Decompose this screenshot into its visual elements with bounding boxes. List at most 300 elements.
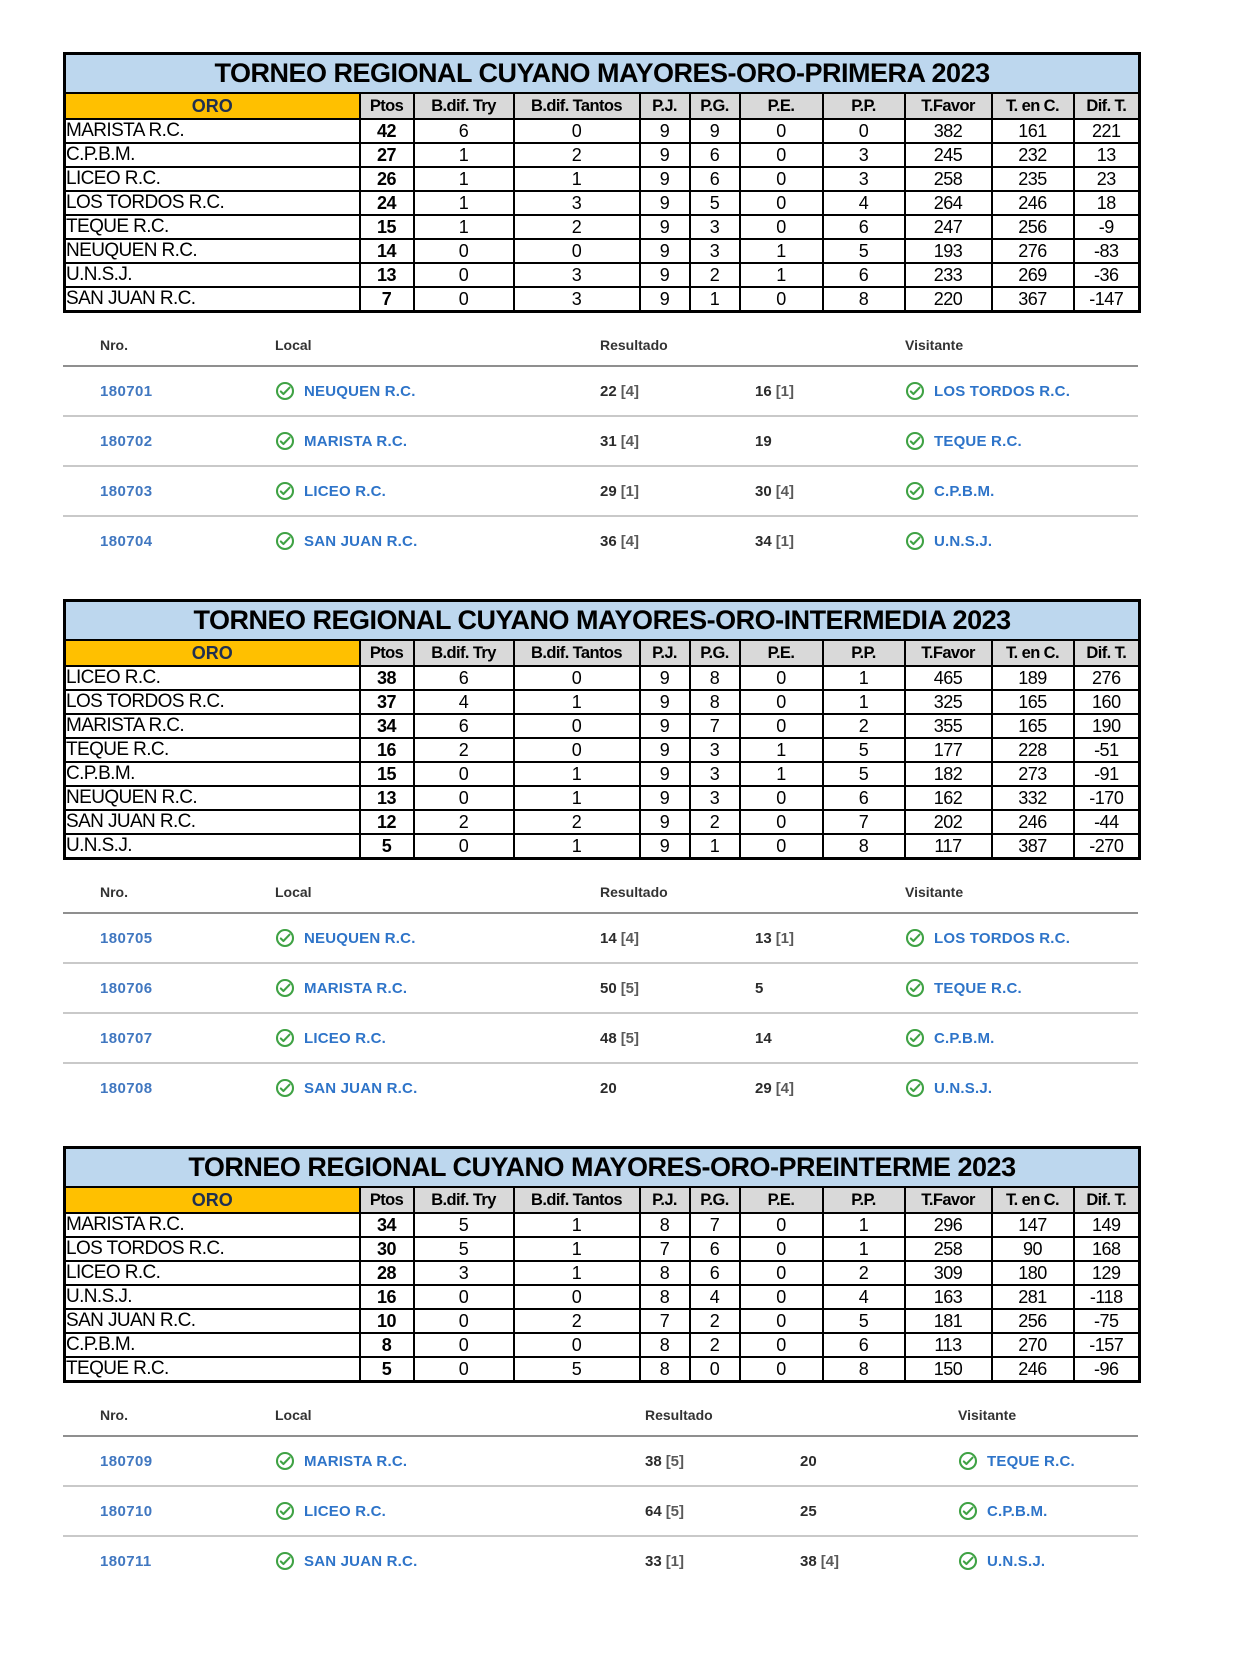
stat-cell: 0: [823, 119, 905, 143]
stat-cell: 1: [690, 834, 740, 859]
local-team-link[interactable]: SAN JUAN R.C.: [304, 1079, 418, 1097]
stat-cell: 3: [514, 191, 640, 215]
visitor-team-link[interactable]: U.N.S.J.: [934, 1079, 993, 1097]
stat-cell: 276: [1074, 666, 1140, 690]
fixtures-header-visitante: Visitante: [905, 884, 964, 900]
stat-cell: -83: [1074, 239, 1140, 263]
visitor-score-value: 14: [755, 1029, 772, 1047]
stat-cell: 1: [514, 1213, 640, 1237]
stat-cell: 7: [640, 1237, 690, 1261]
visitor-bonus-points: [1]: [775, 929, 795, 947]
stat-cell: 0: [740, 1213, 823, 1237]
column-header: B.dif. Try: [414, 640, 514, 666]
stat-cell: 1: [823, 690, 905, 714]
stat-cell: 2: [514, 215, 640, 239]
column-header: P.G.: [690, 1187, 740, 1213]
column-header: P.E.: [740, 1187, 823, 1213]
visitor-score-value: 34: [755, 532, 772, 550]
stat-cell: 2: [823, 714, 905, 738]
stat-cell: 9: [640, 119, 690, 143]
local-score-value: 38: [645, 1452, 662, 1470]
stat-cell: 246: [992, 191, 1074, 215]
local-team-link[interactable]: LICEO R.C.: [304, 482, 387, 500]
fixture-number-link[interactable]: 180707: [100, 1029, 153, 1047]
stat-cell: 0: [740, 690, 823, 714]
stat-cell: 2: [514, 1309, 640, 1333]
stat-cell: 13: [360, 786, 414, 810]
stat-cell: 15: [360, 762, 414, 786]
fixtures-list: [63, 325, 1138, 565]
column-header: P.J.: [640, 93, 690, 119]
local-bonus-points: [5]: [665, 1502, 685, 1520]
check-circle-icon: [275, 431, 295, 451]
stat-cell: 0: [514, 239, 640, 263]
visitor-score: [755, 483, 905, 500]
stat-cell: 149: [1074, 1213, 1140, 1237]
stat-cell: 9: [640, 666, 690, 690]
local-team: [275, 978, 600, 998]
stat-cell: 0: [514, 738, 640, 762]
stat-cell: 8: [690, 690, 740, 714]
team-name-cell: TEQUE R.C.: [65, 738, 360, 762]
fixture-number-link[interactable]: 180709: [100, 1452, 153, 1470]
team-name-cell: LICEO R.C.: [65, 167, 360, 191]
stat-cell: 0: [740, 666, 823, 690]
visitor-team-link[interactable]: C.P.B.M.: [934, 1029, 995, 1047]
stat-cell: 269: [992, 263, 1074, 287]
local-score-value: 14: [600, 929, 617, 947]
stat-cell: 4: [823, 1285, 905, 1309]
local-team: [275, 928, 600, 948]
stat-cell: 7: [640, 1309, 690, 1333]
title-row: [65, 54, 1140, 94]
stat-cell: 2: [514, 810, 640, 834]
column-header: P.J.: [640, 640, 690, 666]
stat-cell: 2: [414, 738, 514, 762]
check-circle-icon: [958, 1451, 978, 1471]
stat-cell: 0: [514, 714, 640, 738]
stat-cell: 7: [690, 714, 740, 738]
fixtures-header-row: [63, 325, 1138, 367]
stat-cell: 6: [414, 714, 514, 738]
stat-cell: 0: [740, 1237, 823, 1261]
team-name-cell: LOS TORDOS R.C.: [65, 191, 360, 215]
column-header: P.J.: [640, 1187, 690, 1213]
stat-cell: 1: [823, 1237, 905, 1261]
visitor-team-link[interactable]: TEQUE R.C.: [934, 432, 1022, 450]
local-team: [275, 481, 600, 501]
stat-cell: 273: [992, 762, 1074, 786]
visitor-score-value: 5: [755, 979, 764, 997]
local-team-link[interactable]: NEUQUEN R.C.: [304, 929, 416, 947]
stat-cell: 6: [690, 143, 740, 167]
stat-cell: 5: [823, 762, 905, 786]
local-team: [275, 531, 600, 551]
stat-cell: 7: [690, 1213, 740, 1237]
stat-cell: 9: [640, 762, 690, 786]
stat-cell: 117: [905, 834, 992, 859]
stat-cell: 0: [690, 1357, 740, 1382]
stat-cell: 0: [740, 191, 823, 215]
team-name-cell: U.N.S.J.: [65, 1285, 360, 1309]
stat-cell: 6: [414, 119, 514, 143]
column-header: B.dif. Tantos: [514, 1187, 640, 1213]
stat-cell: 0: [414, 287, 514, 312]
fixture-number-link[interactable]: 180704: [100, 532, 153, 550]
standings-row: [65, 1285, 1140, 1309]
stat-cell: 3: [690, 786, 740, 810]
standings-row: [65, 666, 1140, 690]
stat-cell: 165: [992, 714, 1074, 738]
stat-cell: 7: [360, 287, 414, 312]
stat-cell: 0: [414, 1357, 514, 1382]
stat-cell: 5: [690, 191, 740, 215]
stat-cell: 3: [690, 239, 740, 263]
stat-cell: 1: [514, 167, 640, 191]
check-circle-icon: [958, 1551, 978, 1571]
visitor-team: [905, 431, 1138, 451]
stat-cell: 38: [360, 666, 414, 690]
column-header: P.E.: [740, 93, 823, 119]
stat-cell: 8: [640, 1285, 690, 1309]
stat-cell: 276: [992, 239, 1074, 263]
stat-cell: 9: [640, 191, 690, 215]
fixture-number-link[interactable]: 180708: [100, 1079, 153, 1097]
stat-cell: 1: [414, 215, 514, 239]
stat-cell: 6: [690, 1261, 740, 1285]
column-header: T. en C.: [992, 93, 1074, 119]
local-score-value: 22: [600, 382, 617, 400]
stat-cell: 5: [360, 834, 414, 859]
stat-cell: 8: [640, 1213, 690, 1237]
check-circle-icon: [275, 1028, 295, 1048]
fixture-row: [63, 415, 1138, 465]
column-header: Dif. T.: [1074, 1187, 1140, 1213]
standings-row: [65, 690, 1140, 714]
fixture-row: [63, 1535, 1138, 1585]
stat-cell: -270: [1074, 834, 1140, 859]
stat-cell: 147: [992, 1213, 1074, 1237]
visitor-score: [800, 1453, 958, 1470]
local-score: [600, 1080, 755, 1097]
stat-cell: 0: [740, 167, 823, 191]
stat-cell: 2: [414, 810, 514, 834]
standings-row: [65, 191, 1140, 215]
stat-cell: 180: [992, 1261, 1074, 1285]
fixtures-header-resultado: Resultado: [645, 1407, 713, 1423]
stat-cell: 9: [640, 738, 690, 762]
stat-cell: -170: [1074, 786, 1140, 810]
visitor-team-link[interactable]: U.N.S.J.: [934, 532, 993, 550]
column-header: B.dif. Tantos: [514, 640, 640, 666]
visitor-score: [755, 533, 905, 550]
fixtures-header-nro: Nro.: [100, 1407, 128, 1423]
stat-cell: 202: [905, 810, 992, 834]
local-score: [645, 1453, 800, 1470]
stat-cell: 23: [1074, 167, 1140, 191]
stat-cell: 0: [740, 714, 823, 738]
column-header: T.Favor: [905, 640, 992, 666]
stat-cell: -157: [1074, 1333, 1140, 1357]
stat-cell: 0: [740, 1333, 823, 1357]
stat-cell: 220: [905, 287, 992, 312]
stat-cell: 2: [690, 263, 740, 287]
fixture-number-link[interactable]: 180702: [100, 432, 153, 450]
local-score-value: 48: [600, 1029, 617, 1047]
fixtures-header-resultado: Resultado: [600, 337, 668, 353]
stat-cell: 0: [740, 1285, 823, 1309]
stat-cell: 9: [640, 786, 690, 810]
visitor-team-link[interactable]: C.P.B.M.: [987, 1502, 1048, 1520]
local-bonus-points: [1]: [665, 1552, 685, 1570]
visitor-team: [958, 1551, 1138, 1571]
local-score-value: 64: [645, 1502, 662, 1520]
stat-cell: 281: [992, 1285, 1074, 1309]
stat-cell: 12: [360, 810, 414, 834]
stat-cell: 1: [514, 762, 640, 786]
check-circle-icon: [958, 1501, 978, 1521]
stat-cell: 264: [905, 191, 992, 215]
standings-row: [65, 119, 1140, 143]
stat-cell: 1: [414, 143, 514, 167]
stat-cell: 129: [1074, 1261, 1140, 1285]
stat-cell: 189: [992, 666, 1074, 690]
group-header-oro: ORO: [65, 93, 360, 119]
local-team-link[interactable]: MARISTA R.C.: [304, 979, 408, 997]
local-team: [275, 1028, 600, 1048]
column-header: B.dif. Try: [414, 1187, 514, 1213]
team-name-cell: MARISTA R.C.: [65, 1213, 360, 1237]
stat-cell: 90: [992, 1237, 1074, 1261]
local-team: [275, 1501, 645, 1521]
group-header-oro: ORO: [65, 1187, 360, 1213]
visitor-bonus-points: [1]: [775, 382, 795, 400]
stat-cell: 9: [690, 119, 740, 143]
team-name-cell: C.P.B.M.: [65, 762, 360, 786]
stat-cell: 0: [414, 239, 514, 263]
visitor-score-value: 19: [755, 432, 772, 450]
stat-cell: 193: [905, 239, 992, 263]
fixture-number-link[interactable]: 180705: [100, 929, 153, 947]
stat-cell: 34: [360, 714, 414, 738]
stat-cell: 246: [992, 1357, 1074, 1382]
stat-cell: 9: [640, 239, 690, 263]
visitor-score-value: 13: [755, 929, 772, 947]
stat-cell: 1: [514, 786, 640, 810]
column-header: T. en C.: [992, 1187, 1074, 1213]
local-score: [645, 1553, 800, 1570]
stat-cell: 7: [823, 810, 905, 834]
local-score-value: 36: [600, 532, 617, 550]
fixture-row: [63, 515, 1138, 565]
local-team: [275, 381, 600, 401]
stat-cell: 332: [992, 786, 1074, 810]
local-team-link[interactable]: NEUQUEN R.C.: [304, 382, 416, 400]
column-header: B.dif. Tantos: [514, 93, 640, 119]
local-bonus-points: [4]: [620, 532, 640, 550]
standings-row: [65, 1357, 1140, 1382]
stat-cell: 18: [1074, 191, 1140, 215]
standings-header-row: [65, 93, 1140, 119]
stat-cell: 6: [823, 215, 905, 239]
check-circle-icon: [275, 928, 295, 948]
standings-row: [65, 1261, 1140, 1285]
standings-row: [65, 738, 1140, 762]
column-header: T.Favor: [905, 93, 992, 119]
visitor-score-value: 16: [755, 382, 772, 400]
stat-cell: 8: [690, 666, 740, 690]
fixture-number-link[interactable]: 180710: [100, 1502, 153, 1520]
check-circle-icon: [905, 481, 925, 501]
visitor-team-link[interactable]: TEQUE R.C.: [934, 979, 1022, 997]
visitor-team: [958, 1451, 1138, 1471]
fixture-number-link[interactable]: 180706: [100, 979, 153, 997]
standings-row: [65, 786, 1140, 810]
stat-cell: 8: [640, 1261, 690, 1285]
visitor-score-value: 29: [755, 1079, 772, 1097]
local-score: [645, 1503, 800, 1520]
stat-cell: 162: [905, 786, 992, 810]
local-score-value: 50: [600, 979, 617, 997]
visitor-team-link[interactable]: LOS TORDOS R.C.: [934, 382, 1071, 400]
local-team-link[interactable]: LICEO R.C.: [304, 1029, 387, 1047]
stat-cell: 0: [414, 786, 514, 810]
fixtures-header-nro: Nro.: [100, 884, 128, 900]
fixtures-list: [63, 872, 1138, 1112]
tournament-title: TORNEO REGIONAL CUYANO MAYORES-ORO-PREINTERME 2023: [65, 1148, 1140, 1188]
stat-cell: 28: [360, 1261, 414, 1285]
local-team-link[interactable]: LICEO R.C.: [304, 1502, 387, 1520]
visitor-team-link[interactable]: TEQUE R.C.: [987, 1452, 1075, 1470]
stat-cell: 0: [414, 762, 514, 786]
fixture-number-link[interactable]: 180701: [100, 382, 153, 400]
column-header: Dif. T.: [1074, 93, 1140, 119]
local-team: [275, 1078, 600, 1098]
stat-cell: 258: [905, 167, 992, 191]
team-name-cell: SAN JUAN R.C.: [65, 287, 360, 312]
local-team-link[interactable]: MARISTA R.C.: [304, 1452, 408, 1470]
local-team-link[interactable]: SAN JUAN R.C.: [304, 532, 418, 550]
stat-cell: 1: [514, 1261, 640, 1285]
stat-cell: 5: [823, 239, 905, 263]
stat-cell: 0: [514, 119, 640, 143]
stat-cell: 1: [514, 1237, 640, 1261]
stat-cell: 8: [823, 287, 905, 312]
local-score: [600, 383, 755, 400]
local-team-link[interactable]: MARISTA R.C.: [304, 432, 408, 450]
stat-cell: 5: [414, 1213, 514, 1237]
stat-cell: 42: [360, 119, 414, 143]
team-name-cell: TEQUE R.C.: [65, 1357, 360, 1382]
team-name-cell: MARISTA R.C.: [65, 119, 360, 143]
stat-cell: 387: [992, 834, 1074, 859]
stat-cell: 325: [905, 690, 992, 714]
stat-cell: 309: [905, 1261, 992, 1285]
local-score: [600, 483, 755, 500]
tournament-title: TORNEO REGIONAL CUYANO MAYORES-ORO-INTERMEDIA 2023: [65, 601, 1140, 641]
local-score: [600, 433, 755, 450]
stat-cell: 0: [740, 1357, 823, 1382]
stat-cell: 296: [905, 1213, 992, 1237]
local-score-value: 29: [600, 482, 617, 500]
stat-cell: 9: [640, 690, 690, 714]
column-header: P.G.: [690, 93, 740, 119]
stat-cell: 8: [640, 1333, 690, 1357]
local-score: [600, 930, 755, 947]
fixture-row: [63, 1485, 1138, 1535]
check-circle-icon: [905, 381, 925, 401]
stat-cell: 233: [905, 263, 992, 287]
visitor-team-link[interactable]: U.N.S.J.: [987, 1552, 1046, 1570]
visitor-score-value: 25: [800, 1502, 817, 1520]
team-name-cell: SAN JUAN R.C.: [65, 1309, 360, 1333]
standings-row: [65, 810, 1140, 834]
local-bonus-points: [5]: [620, 979, 640, 997]
stat-cell: 1: [740, 239, 823, 263]
standings-header-row: [65, 1187, 1140, 1213]
stat-cell: 6: [690, 167, 740, 191]
local-score: [600, 533, 755, 550]
stat-cell: 0: [740, 1309, 823, 1333]
stat-cell: 181: [905, 1309, 992, 1333]
visitor-score: [800, 1553, 958, 1570]
stat-cell: 0: [740, 119, 823, 143]
column-header: Ptos: [360, 640, 414, 666]
stat-cell: 2: [823, 1261, 905, 1285]
stat-cell: 9: [640, 215, 690, 239]
stat-cell: 1: [414, 167, 514, 191]
visitor-bonus-points: [4]: [775, 482, 795, 500]
fixtures-list: [63, 1395, 1138, 1585]
stat-cell: 221: [1074, 119, 1140, 143]
visitor-team-link[interactable]: LOS TORDOS R.C.: [934, 929, 1071, 947]
team-name-cell: NEUQUEN R.C.: [65, 786, 360, 810]
team-name-cell: LOS TORDOS R.C.: [65, 690, 360, 714]
stat-cell: 6: [414, 666, 514, 690]
stat-cell: 355: [905, 714, 992, 738]
fixture-row: [63, 1437, 1138, 1485]
fixtures-header-visitante: Visitante: [905, 337, 964, 353]
visitor-team: [958, 1501, 1138, 1521]
stat-cell: 113: [905, 1333, 992, 1357]
stat-cell: 150: [905, 1357, 992, 1382]
team-name-cell: TEQUE R.C.: [65, 215, 360, 239]
check-circle-icon: [275, 531, 295, 551]
visitor-bonus-points: [4]: [775, 1079, 795, 1097]
fixture-row: [63, 1012, 1138, 1062]
tournament-title: TORNEO REGIONAL CUYANO MAYORES-ORO-PRIMERA 2023: [65, 54, 1140, 94]
fixture-number-link[interactable]: 180703: [100, 482, 153, 500]
check-circle-icon: [905, 431, 925, 451]
local-bonus-points: [5]: [620, 1029, 640, 1047]
stat-cell: 3: [514, 287, 640, 312]
stat-cell: 0: [414, 263, 514, 287]
team-name-cell: U.N.S.J.: [65, 263, 360, 287]
column-header: T. en C.: [992, 640, 1074, 666]
stat-cell: 182: [905, 762, 992, 786]
check-circle-icon: [275, 381, 295, 401]
fixture-number-link[interactable]: 180711: [100, 1552, 152, 1570]
check-circle-icon: [275, 978, 295, 998]
stat-cell: 9: [640, 714, 690, 738]
stat-cell: 0: [740, 215, 823, 239]
local-team-link[interactable]: SAN JUAN R.C.: [304, 1552, 418, 1570]
visitor-score: [755, 383, 905, 400]
visitor-team-link[interactable]: C.P.B.M.: [934, 482, 995, 500]
stat-cell: 5: [823, 1309, 905, 1333]
team-name-cell: C.P.B.M.: [65, 143, 360, 167]
stat-cell: 0: [740, 287, 823, 312]
